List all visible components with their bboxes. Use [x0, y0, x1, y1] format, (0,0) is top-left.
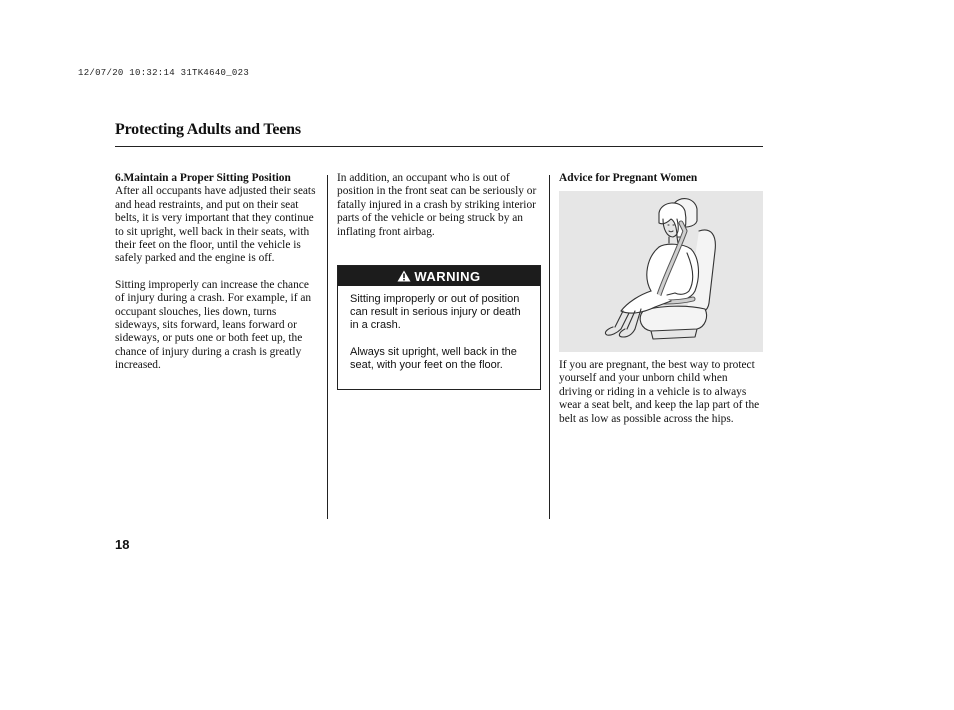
- warning-triangle-icon: [397, 270, 411, 282]
- paragraph: If you are pregnant, the best way to protect yourself and your unborn child when driving or riding in a vehicle is to always wear a seat belt, and keep the lap part of the belt as low as possible across the hips.: [559, 359, 760, 425]
- print-stamp: 12/07/20 10:32:14 31TK4640_023: [78, 68, 250, 78]
- column-3: [559, 172, 763, 185]
- warning-text: Sitting improperly or out of position can result in serious injury or death in a crash.: [350, 293, 521, 332]
- title-rule: [115, 146, 763, 147]
- column-1: [115, 172, 320, 373]
- warning-body: [338, 286, 540, 372]
- page-number: 18: [115, 537, 130, 552]
- pregnant-woman-seatbelt-illustration: [559, 191, 763, 352]
- warning-label: WARNING: [414, 268, 481, 284]
- column-divider-1: [327, 175, 328, 519]
- warning-header: [338, 266, 540, 286]
- section-heading: Advice for Pregnant Women: [559, 172, 698, 184]
- column-3-text: [559, 359, 763, 426]
- warning-box: [337, 265, 541, 390]
- section-heading: 6.Maintain a Proper Sitting Position: [115, 172, 291, 184]
- warning-text: Always sit upright, well back in the seat, with your feet on the floor.: [350, 345, 517, 371]
- paragraph: Sitting improperly can increase the chance of injury during a crash. For example, if an occupant slouches, lies down, turns sideways, sits forward, leans forward or sideways, or puts one or both feet up, the chance of injury during a crash is greatly increased.: [115, 278, 312, 372]
- paragraph: After all occupants have adjusted their seats and head restraints, and put on their seat belts, it is very important that they continue to sit upright, well back in their seats, with their feet on the floor, until the vehicle is safely parked and the engine is off.: [115, 185, 316, 265]
- column-divider-2: [549, 175, 550, 519]
- page-title: Protecting Adults and Teens: [115, 121, 301, 138]
- column-2: [337, 172, 543, 239]
- paragraph: In addition, an occupant who is out of position in the front seat can be seriously or fatally injured in a crash by striking interior parts of the vehicle or being struck by an inflating front airbag.: [337, 172, 537, 238]
